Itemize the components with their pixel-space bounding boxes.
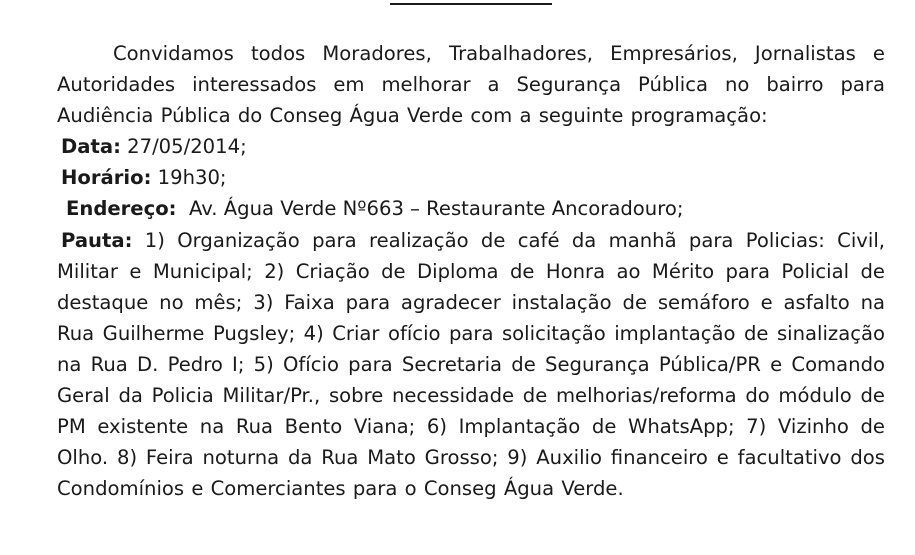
address-line bbox=[57, 193, 885, 224]
date-line bbox=[57, 131, 885, 162]
address-label: Endereço: bbox=[66, 197, 177, 221]
agenda-value: 1) Organização para realização de café da manhã para Policias: Civil, Militar e Municipal; 2) Criação de Diploma de Honra ao Mérito para Policial de destaque no mês; 3) Faixa para agradecer instalação de semáforo e asfalto na Rua Guilherme Pugsley; 4) Criar ofício para solicitação implantação de sinalização na Rua D. Pedro I; 5) Ofício para Secretaria de Segurança Pública/PR e Comando Geral da Policia Militar/Pr., sobre necessidade de melhorias/reforma do módulo de PM existente na Rua Bento Viana; 6) Implantação de WhatsApp; 7) Vizinho de Olho. 8) Feira noturna da Rua Mato Grosso; 9) Auxilio financeiro e facultativo dos Condomínios e Comerciantes para o Conseg Água Verde. bbox=[57, 228, 885, 501]
agenda-paragraph bbox=[57, 225, 885, 505]
document-body bbox=[57, 38, 885, 504]
agenda-label: Pauta: bbox=[61, 228, 133, 252]
address-value: Av. Água Verde Nº663 – Restaurante Ancoradouro; bbox=[176, 197, 684, 221]
time-line bbox=[57, 162, 885, 193]
time-label: Horário: bbox=[61, 166, 152, 190]
date-label: Data: bbox=[61, 135, 121, 159]
title-underline-fragment bbox=[390, 0, 552, 5]
date-value: 27/05/2014; bbox=[120, 135, 247, 159]
time-value: 19h30; bbox=[151, 166, 227, 190]
intro-paragraph: Convidamos todos Moradores, Trabalhadores, Empresários, Jornalistas e Autoridades interessados em melhorar a Segurança Pública no bairro para Audiência Pública do Conseg Água Verde com a seguinte programação: bbox=[57, 42, 885, 128]
